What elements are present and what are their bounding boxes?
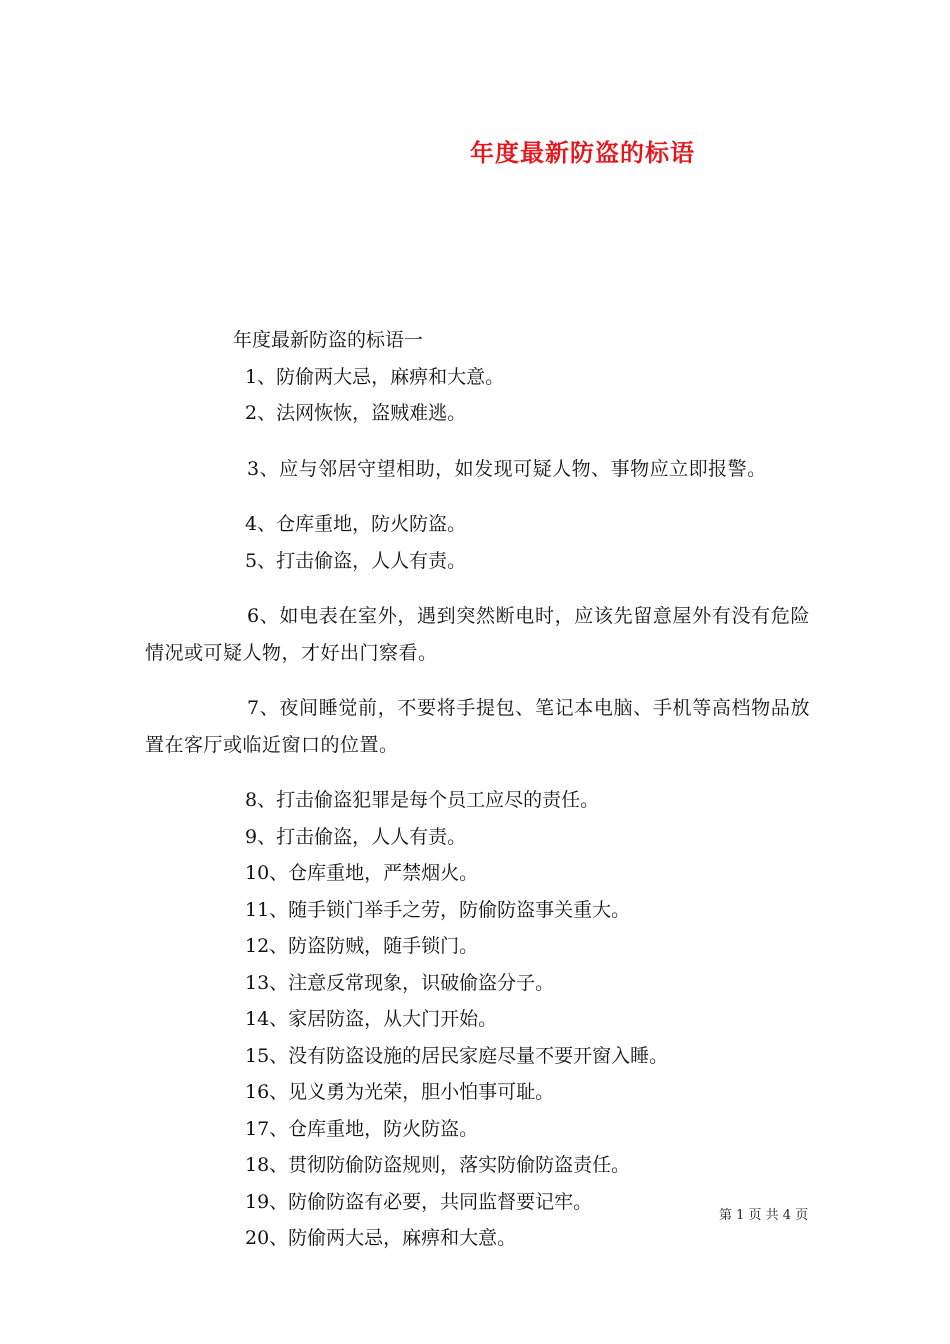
slogan-item-16: 16、见义勇为光荣，胆小怕事可耻。 (245, 1081, 555, 1103)
slogan-item-8: 8、打击偷盗犯罪是每个员工应尽的责任。 (245, 789, 600, 811)
slogan-item-20: 20、防偷两大忌，麻痹和大意。 (245, 1227, 517, 1249)
slogan-item-7: 7、夜间睡觉前，不要将手提包、笔记本电脑、手机等高档物品放置在客厅或临近窗口的位置。 (145, 697, 810, 756)
slogan-item-18: 18、贯彻防偷防盗规则，落实防偷防盗责任。 (245, 1154, 631, 1176)
section-heading: 年度最新防盗的标语一 (233, 329, 424, 351)
document-title: 年度最新防盗的标语 (470, 138, 695, 167)
slogan-item-12: 12、防盗防贼，随手锁门。 (245, 935, 479, 957)
slogan-item-13: 13、注意反常现象，识破偷盗分子。 (245, 971, 555, 994)
slogan-item-10: 10、仓库重地，严禁烟火。 (245, 862, 479, 884)
document-body (145, 322, 810, 1257)
slogan-item-14: 14、家居防盗，从大门开始。 (245, 1008, 498, 1030)
slogan-item-5: 5、打击偷盗，人人有责。 (245, 549, 467, 572)
slogan-item-6: 6、如电表在室外，遇到突然断电时，应该先留意屋外有没有危险情况或可疑人物，才好出门察看。 (145, 605, 810, 664)
slogan-item-2: 2、法网恢恢，盗贼难逃。 (245, 402, 467, 424)
slogan-item-1: 1、防偷两大忌，麻痹和大意。 (245, 365, 505, 388)
slogan-item-19: 19、防偷防盗有必要，共同监督要记牢。 (245, 1190, 593, 1213)
slogan-item-15: 15、没有防盗设施的居民家庭尽量不要开窗入睡。 (245, 1044, 669, 1067)
slogan-item-17: 17、仓库重地，防火防盗。 (245, 1117, 479, 1140)
slogan-item-3: 3、应与邻居守望相助，如发现可疑人物、事物应立即报警。 (247, 457, 767, 480)
slogan-item-11: 11、随手锁门举手之劳，防偷防盗事关重大。 (245, 898, 631, 921)
slogan-item-9: 9、打击偷盗，人人有责。 (245, 825, 467, 848)
slogan-item-4: 4、仓库重地，防火防盗。 (245, 513, 467, 535)
page-number-footer: 第 1 页 共 4 页 (719, 1208, 809, 1223)
